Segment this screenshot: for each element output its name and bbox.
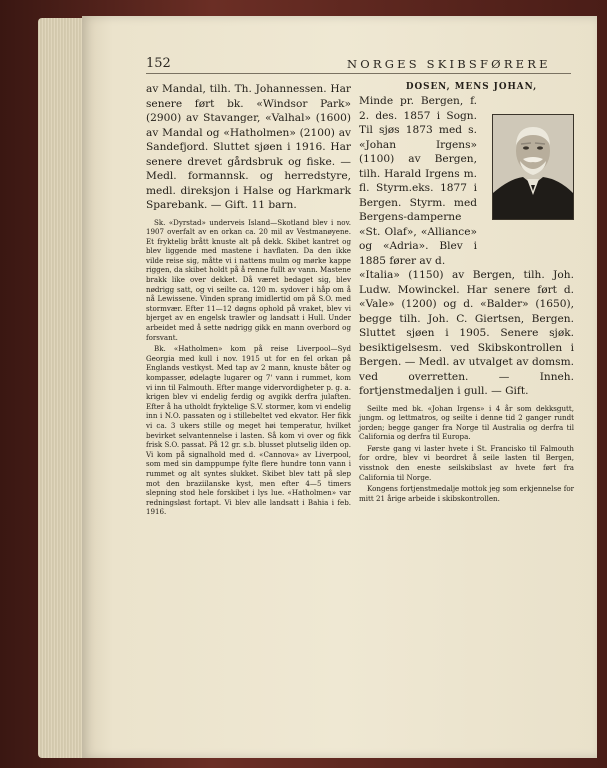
running-head: NORGES SKIBSFØRERE: [347, 57, 551, 71]
entry-intro-text: Minde pr. Bergen, f. 2. des. 1857 i Sogn. Til sjøs 1873 med s. «Johan Irgens» (1100) av Bergen, tilh. Harald Irgens m. fl. Styrm.eks. 1877 i Bergen. Styrm. med Bergens-damperne «St. Olaf», «Alliance» og «Adria». Blev i 1885 fører av d.: [359, 95, 477, 267]
right-note-2: Første gang vi laster hvete i St. Francisko til Falmouth for ordre, blev vi beordret å seile lasten til Bergen, visstnok den eneste seilskibslast av hvete ført fra California til Norge.: [359, 443, 574, 482]
left-note-2: Bk. «Hatholmen» kom på reise Liverpool—Syd Georgia med kull i nov. 1915 ut for en fel orkan på Englands vestkyst. Med tap av 2 mann, knuste båter og kompasser, ødelagte lugarer og 7' vann i rummet, kom vi inn til Falmouth. Efter mange vidervordigheter p. g. a. krigen blev vi endelig ferdig og avgikk derfra julaften. Efter å ha utholdt fryktelige S.V. stormer, kom vi endelig inn i N.O. passaten og i stillebeltet ved ekvator. Her fikk vi ca. 3 ukers stille og meget høi temperatur, hvilket bevirket selvantennelse i lasten. Så kom vi over og fikk frisk S.O. passat. På 12 gr. s.b. blusset plutselig ilden op. Vi kom på signalhold med d. «Cannova» av Liverpool, som med sin damppumpe fylte flere hundre tonn vann i rummet og alt syntes slukket. Skibet blev tatt på slep mot den braziilanske kyst, men efter 4—5 timers slepning stod hele forskibet i lys lue. «Hatholmen» var redningsløst fortapt. Vi blev alle landsatt i Bahia i feb. 1916.: [146, 344, 351, 517]
right-note-3: Kongens fortjenstmedalje mottok jeg som erkjennelse for mitt 21 årige arbeide i skibskontrollen.: [359, 484, 574, 503]
left-note-1: Sk. «Dyrstad» underveis Island—Skotland blev i nov. 1907 overfalt av en orkan ca. 20 mil av Vestmanøyene. Et fryktelig brått knuste alt på dekk. Skibet kantret og blev liggende med mastene i havflaten. Da den ikke vilde reise sig, måtte vi i nattens mulm og mørke kappe riggen, da skibet holdt på å renne fullt av vann. Mastene brakk like over dekket. Då været bedaget sig, blev nødrigg satt, og vi seilte ca. 120 m. sydover i håp om å nå Lewissene. Vinden sprang imidlertid om på S.O. med stormvær. Efter 11—12 døgns ophold på vraket, blev vi bjerget av en engelsk trawler og landsatt i Hull. Under arbeidet med å sette nødrigg gikk en mann overbord og forsvant.: [146, 217, 351, 342]
left-body-text: av Mandal, tilh. Th. Johannessen. Har senere ført bk. «Windsor Park» (2900) av Stavanger, «Valhal» (1600) av Mandal og «Hatholmen» (2100) av Sandefjord. Sluttet sjøen i 1916. Har senere drevet gårdsbruk og fiske. — Medl. formannsk. og herredstyre, medl. direksjon i Halse og Harkmark Sparebank. — Gift. 11 barn.: [146, 83, 351, 211]
book-page: [82, 16, 597, 758]
left-column: [146, 82, 351, 517]
portrait-photo-icon: [492, 114, 574, 220]
entry-intro: [359, 94, 574, 268]
right-column: [359, 82, 574, 503]
page-edges: [38, 18, 86, 758]
header-rule: [146, 73, 571, 74]
entry-body-text: «Italia» (1150) av Bergen, tilh. Joh. Ludw. Mowinckel. Har senere ført d. «Vale» (1200) og d. «Balder» (1650), begge tilh. Joh. C. Giertsen, Bergen. Sluttet sjøen i 1905. Senere sjøk. besiktigelsesm. ved Skibskontrollen i Bergen. — Medl. av utvalget av domsm. ved overretten. — Inneh. fortjenstmedaljen i gull. — Gift.: [359, 269, 574, 397]
entry-heading: DOSEN, MENS JOHAN,: [405, 82, 538, 92]
right-note-1: Seilte med bk. «Johan Irgens» i 4 år som dekksgutt, jungm. og lettmatros, og seilte i denne tid 2 ganger rundt jorden; begge ganger fra Norge til Australia og derfra til California og derfra til Europa.: [359, 403, 574, 442]
page-number: 152: [146, 56, 171, 71]
